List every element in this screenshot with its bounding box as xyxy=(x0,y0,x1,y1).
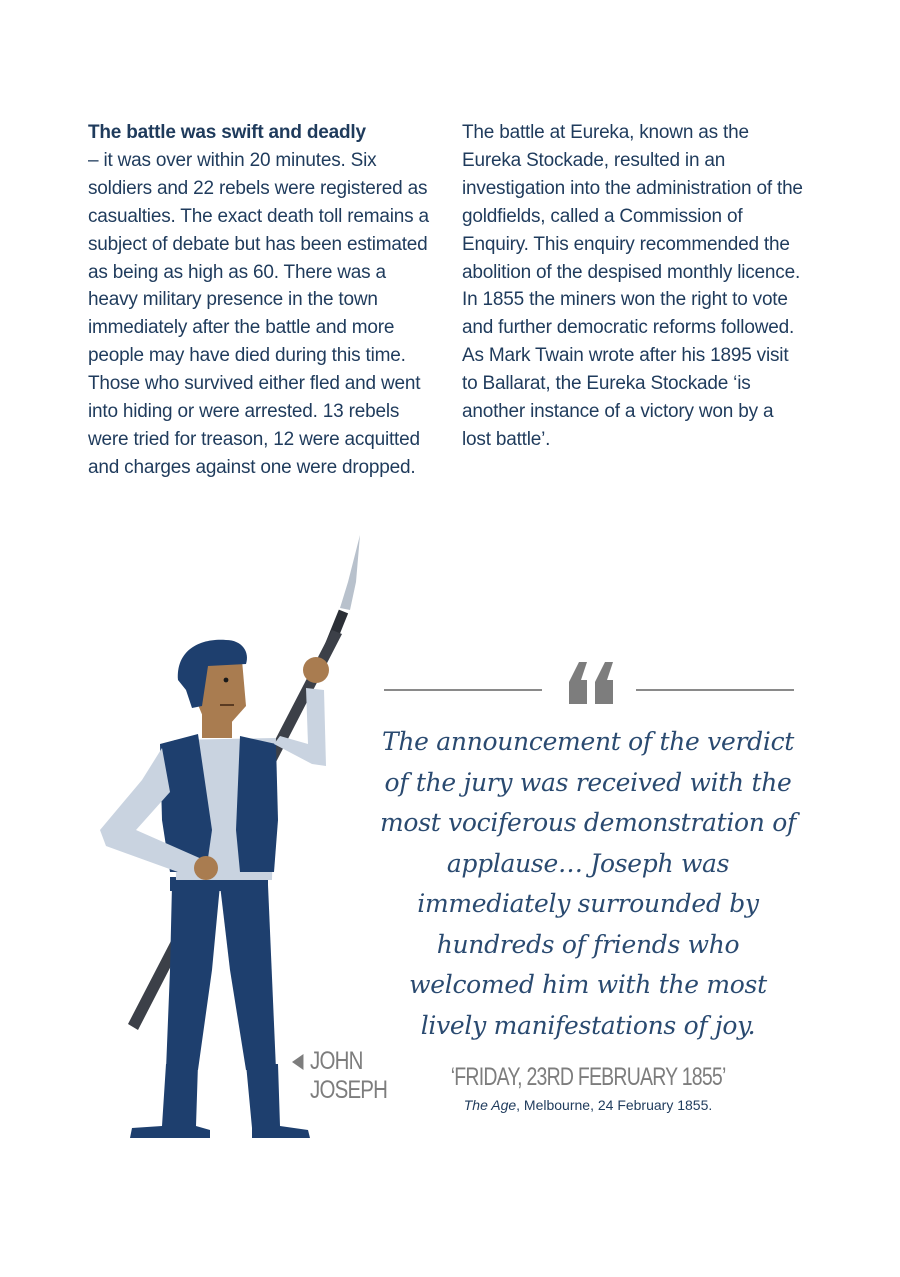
divider-right xyxy=(636,689,794,691)
caption-last-name: JOSEPH xyxy=(310,1076,388,1104)
left-column xyxy=(88,119,433,482)
quotation-mark-icon xyxy=(567,660,617,706)
quote-source xyxy=(378,1097,798,1113)
caption-arrow-icon xyxy=(292,1054,303,1070)
left-hand xyxy=(194,856,218,880)
lead-heading: The battle was swift and deadly xyxy=(88,122,366,143)
left-column-text xyxy=(88,119,433,482)
quote-source-publication: The Age xyxy=(463,1097,517,1113)
eye xyxy=(224,678,229,683)
caption-first-name: JOHN xyxy=(310,1047,363,1075)
left-leg xyxy=(166,885,220,1070)
mouth xyxy=(220,704,234,706)
quote-title xyxy=(378,1063,798,1092)
right-column xyxy=(462,119,807,454)
quote-title-text: ‘FRIDAY, 23RD FEBRUARY 1855’ xyxy=(450,1063,726,1091)
pull-quote: The announcement of the verdict of the jury was received with the most vociferous demonstration of applause… Joseph was immediately surrounded by hundreds of friends who welcomed him with the most lively manifestations of joy. xyxy=(380,727,796,1040)
right-hand xyxy=(303,657,329,683)
waistcoat-right xyxy=(236,736,278,872)
pike-blade xyxy=(340,535,360,610)
left-column-body: – it was over within 20 minutes. Six soldiers and 22 rebels were registered as casualties. The exact death toll remains a subject of debate but has been estimated as being as high as 60. There was a heavy military presence in the town immediately after the battle and more people may have died during this time. Those who survived either fled and went into hiding or were arrested. 13 rebels were tried for treason, 12 were acquitted and charges against one were dropped. xyxy=(88,149,429,478)
name-caption xyxy=(292,1047,387,1105)
quote-source-details: , Melbourne, 24 February 1855. xyxy=(516,1097,713,1113)
right-leg xyxy=(220,885,276,1070)
right-column-body: The battle at Eureka, known as the Eureka Stockade, resulted in an investigation into the administration of the goldfields, called a Commission of Enquiry. This enquiry recommended the abolition of the despised monthly licence. In 1855 the miners won the right to vote and further democratic reforms followed. As Mark Twain wrote after his 1895 visit to Ballarat, the Eureka Stockade ‘is another instance of a victory won by a lost battle’. xyxy=(462,122,803,450)
divider-left xyxy=(384,689,542,691)
left-boot xyxy=(130,1064,210,1138)
